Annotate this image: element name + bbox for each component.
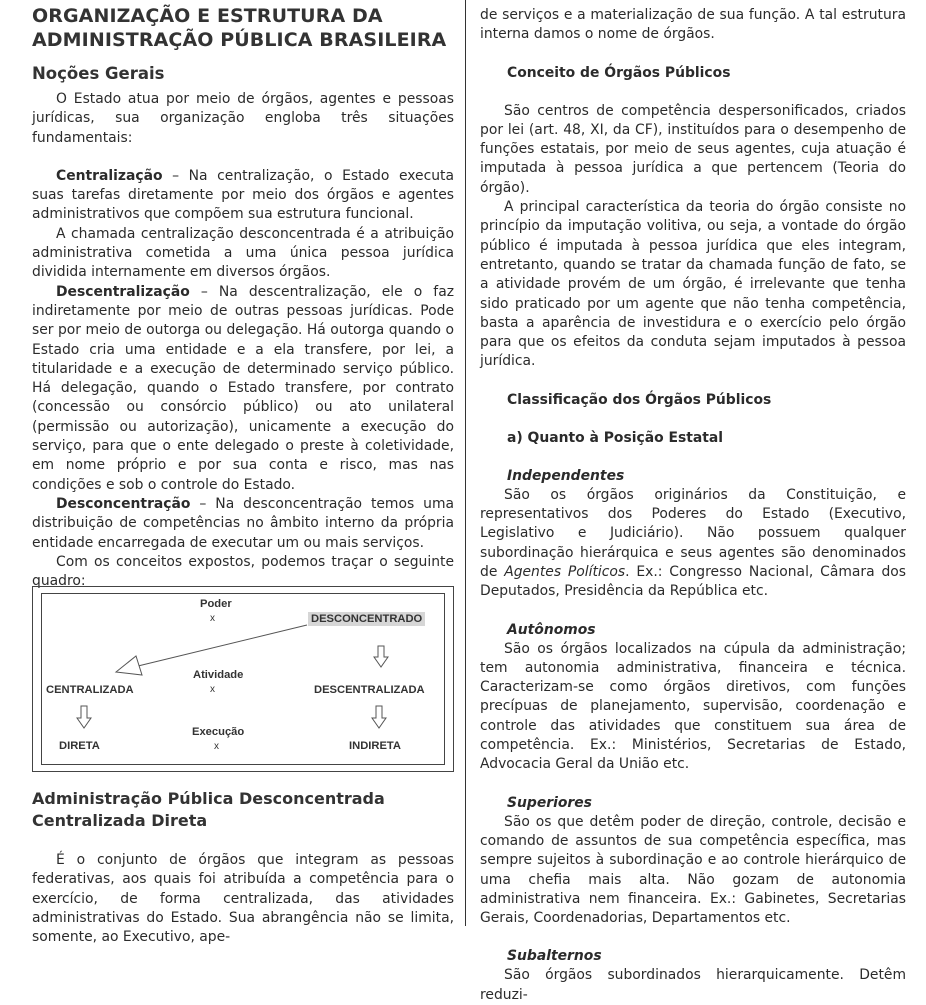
classificacao-title: Classificação dos Órgãos Públicos (507, 391, 772, 408)
left-column (32, 0, 454, 591)
term-centralizacao: Centralização (56, 167, 163, 184)
term-desconcentracao: Desconcentração (56, 495, 191, 512)
conceito-title: Conceito de Órgãos Públicos (507, 64, 731, 81)
right-column (480, 0, 906, 1005)
diagram-label-descentralizada: DESCENTRALIZADA (314, 684, 425, 696)
continuation-paragraph: de serviços e a materialização de sua função. A tal estrutura interna damos o nome de órgãos. (480, 7, 906, 43)
diagram-label-atividade: Atividade (193, 669, 244, 681)
independentes-paragraph: São os órgãos originários da Constituição, e representativos dos Poderes do Estado (Executivo, Legislativo e Judiciário). Não possuem qualquer subordinação hierárquica e seus agentes são denominados de Agentes Políticos. Ex.: Congresso Nacional, Câmara dos Deputados, Presidência da República etc. (480, 486, 906, 600)
organization-diagram (32, 586, 454, 772)
quadro-intro-paragraph: Com os conceitos expostos, podemos traçar o seguinte quadro: (32, 553, 454, 590)
subalternos-paragraph: São órgãos subordinados hierarquicamente. Detêm reduzi- (480, 967, 906, 1003)
down-arrow-right-top (374, 646, 388, 667)
diagonal-arrow-head (116, 656, 142, 675)
section-title-administracao: Administração Pública Desconcentrada Centralizada Direta (32, 789, 385, 830)
diagram-label-direta: DIRETA (59, 740, 100, 752)
left-column-bottom (32, 788, 454, 947)
diagram-x-atividade: x (210, 684, 215, 695)
centralizacao-paragraph: Centralização – Na centralização, o Estado executa suas tarefas diretamente por meio dos órgãos e agentes administrativos que compõem sua estrutura funcional. (32, 167, 454, 223)
diagonal-arrow-line (138, 625, 307, 666)
superiores-paragraph: São os que detêm poder de direção, controle, decisão e comando de assuntos de sua competência específica, mas sempre sujeitos à subordinação e ao controle hierárquico de uma chefia mais alta. Não gozam de autonomia administrativa nem financeira. Ex.: Gabinetes, Secretarias Gerais, Coordenadorias, Departamentos etc. (480, 813, 906, 927)
term-descentralizacao: Descentralização (56, 283, 190, 300)
down-arrow-right-bottom (372, 706, 386, 728)
teoria-paragraph: A principal característica da teoria do órgão consiste no princípio da imputação volitiva, ou seja, a vontade do órgão público é imputada à pessoa jurídica que eles integram, entretanto, quando se tratar da chamada função de fato, se a atividade provém de um órgão, é irrelevante que tenha sido praticado por um agente que não tenha competência, basta a aparência de investidura e o exercício pelo órgão para que os efeitos da conduta sejam imputados à pessoa jurídica. (480, 199, 906, 370)
superiores-title: Superiores (507, 794, 592, 811)
down-arrow-left (77, 706, 91, 728)
section-title-nocoes-gerais: Noções Gerais (32, 64, 165, 83)
direta-paragraph: É o conjunto de órgãos que integram as pessoas federativas, aos quais foi atribuída a competência para o exercício, de forma centralizada, das atividades administrativas do Estado. Sua abrangência não se limita, somente, ao Executivo, ape- (32, 852, 454, 946)
page-title: ORGANIZAÇÃO E ESTRUTURA DA ADMINISTRAÇÃO PÚBLICA BRASILEIRA (32, 5, 447, 51)
diagram-label-execucao: Execução (192, 726, 245, 738)
diagram-x-execucao: x (214, 741, 219, 752)
descentralizacao-paragraph: Descentralização – Na descentralização, ele o faz indiretamente por meio de outras pessoas jurídicas. Pode ser por meio de outorga ou delegação. Há outorga quando o Estado cria uma entidade e a ela transfere, por lei, a titularidade e a execução de determinado serviço público. Há delegação, quando o Estado transfere, por contrato (concessão ou consórcio público) ou ato unilateral (permissão ou autorização), unicamente a execução do serviço, para que o ente delegado o preste à coletividade, em nome próprio e por sua conta e risco, mas nas condições e sob o controle do Estado. (32, 283, 454, 493)
diagram-x-poder: x (210, 613, 215, 624)
desconcentracao-paragraph: Desconcentração – Na desconcentração temos uma distribuição de competências no âmbito interno da própria entidade encarregada de executar um ou mais serviços. (32, 495, 454, 551)
column-divider (465, 0, 466, 926)
posicao-estatal-title: a) Quanto à Posição Estatal (507, 429, 724, 446)
autonomos-title: Autônomos (507, 621, 596, 638)
diagram-label-centralizada: CENTRALIZADA (46, 684, 134, 696)
centralizacao-desc-paragraph: A chamada centralização desconcentrada é a atribuição administrativa cometida a uma única pessoa jurídica dividida internamente em diversos órgãos. (32, 225, 454, 281)
independentes-title: Independentes (507, 467, 625, 484)
diagram-label-indireta: INDIRETA (349, 740, 401, 752)
conceito-paragraph: São centros de competência despersonificados, criados por lei (art. 48, XI, da CF), instituídos para o desempenho de funções estatais, por meio de seus agentes, cuja atuação é imputada à pessoa jurídica a que pertencem (Teoria do órgão). (480, 102, 906, 196)
diagram-arrows (42, 594, 446, 766)
diagram-label-desconcentrado: DESCONCENTRADO (308, 612, 425, 626)
diagram-label-poder: Poder (200, 598, 232, 610)
autonomos-paragraph: São os órgãos localizados na cúpula da administração; tem autonomia administrativa, financeira e técnica. Caracterizam-se como órgãos diretivos, com funções precípuas de planejamento, supervisão, coordenação e controle das atividades que constituem sua área de competência. Ex.: Ministérios, Secretarias de Estado, Advocacia Geral da União etc. (480, 640, 906, 773)
subalternos-title: Subalternos (507, 948, 602, 965)
intro-paragraph: O Estado atua por meio de órgãos, agentes e pessoas jurídicas, sua organização engloba três situações fundamentais: (32, 91, 454, 146)
diagram-inner-frame (41, 593, 445, 765)
